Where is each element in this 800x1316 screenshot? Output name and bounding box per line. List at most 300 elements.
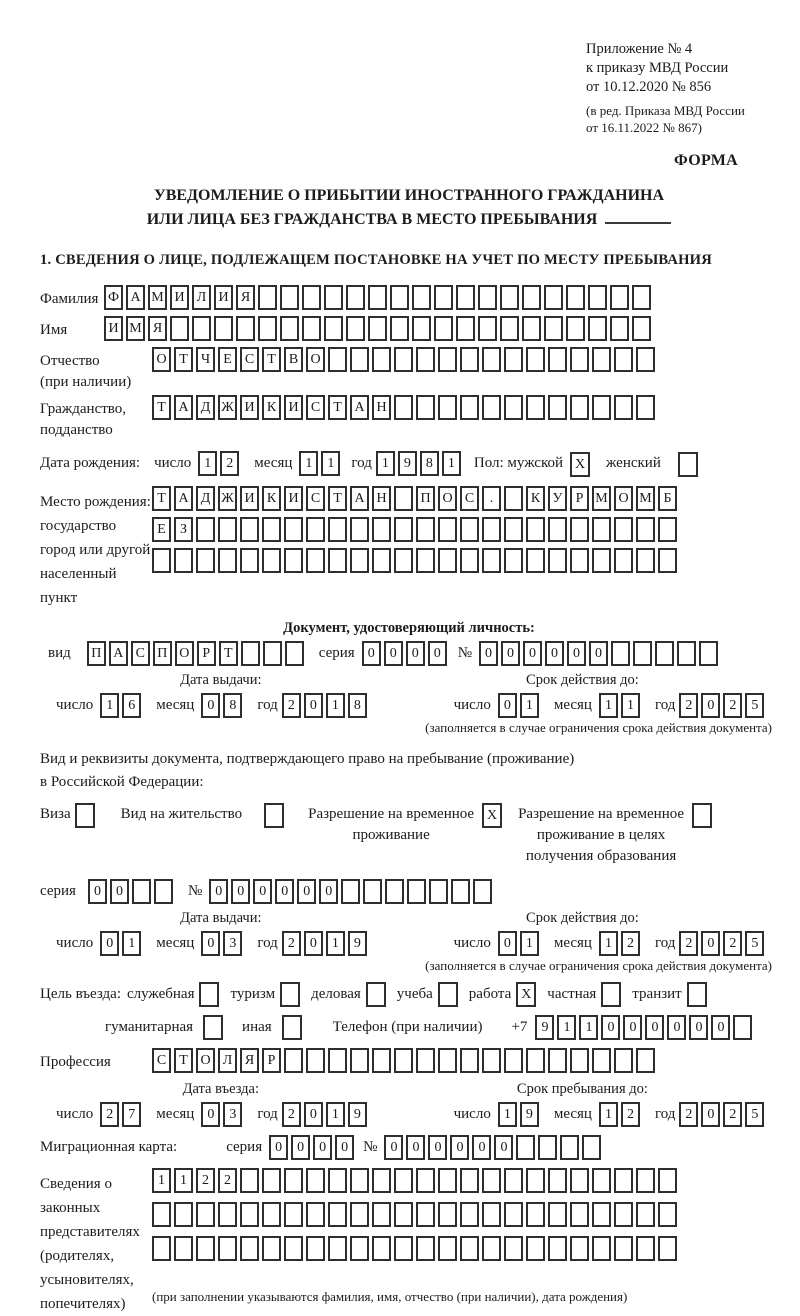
char-box[interactable]: О (175, 641, 194, 666)
char-box[interactable] (438, 347, 457, 372)
char-box[interactable] (592, 1168, 611, 1193)
char-box[interactable] (341, 879, 360, 904)
char-box[interactable] (500, 285, 519, 310)
char-box[interactable] (170, 316, 189, 341)
char-box[interactable] (372, 347, 391, 372)
char-box[interactable] (372, 1168, 391, 1193)
char-box[interactable] (677, 641, 696, 666)
char-box[interactable] (544, 285, 563, 310)
char-box[interactable] (284, 1048, 303, 1073)
char-box[interactable]: 2 (218, 1168, 237, 1193)
char-box[interactable]: М (148, 285, 167, 310)
char-box[interactable] (570, 395, 589, 420)
char-box[interactable]: 0 (589, 641, 608, 666)
char-box[interactable] (478, 285, 497, 310)
char-box[interactable] (324, 285, 343, 310)
char-box[interactable] (482, 548, 501, 573)
char-box[interactable]: А (109, 641, 128, 666)
char-box[interactable] (438, 395, 457, 420)
char-box[interactable] (482, 517, 501, 542)
char-box[interactable]: Е (152, 517, 171, 542)
char-box[interactable] (592, 347, 611, 372)
char-box[interactable]: 1 (122, 931, 141, 956)
char-box[interactable] (733, 1015, 752, 1040)
char-box[interactable]: 0 (501, 641, 520, 666)
char-box[interactable] (548, 1048, 567, 1073)
char-box[interactable] (368, 285, 387, 310)
char-box[interactable]: 0 (297, 879, 316, 904)
char-box[interactable]: 0 (362, 641, 381, 666)
purpose-private-checkbox[interactable] (601, 982, 621, 1007)
char-box[interactable] (504, 395, 523, 420)
char-box[interactable]: 1 (198, 451, 217, 476)
char-box[interactable] (548, 1168, 567, 1193)
char-box[interactable] (284, 517, 303, 542)
char-box[interactable]: О (438, 486, 457, 511)
char-box[interactable]: 0 (275, 879, 294, 904)
char-box[interactable]: 0 (110, 879, 129, 904)
char-box[interactable] (302, 316, 321, 341)
char-box[interactable] (548, 1202, 567, 1227)
char-box[interactable]: О (614, 486, 633, 511)
char-box[interactable]: Н (372, 395, 391, 420)
char-box[interactable] (614, 1236, 633, 1261)
char-box[interactable] (346, 285, 365, 310)
char-box[interactable]: 0 (304, 1102, 323, 1127)
char-box[interactable] (416, 395, 435, 420)
char-box[interactable] (368, 316, 387, 341)
char-box[interactable] (610, 316, 629, 341)
char-box[interactable] (456, 316, 475, 341)
char-box[interactable] (570, 517, 589, 542)
char-box[interactable] (460, 1202, 479, 1227)
char-box[interactable] (328, 1202, 347, 1227)
temp-residence-checkbox[interactable]: X (482, 803, 502, 828)
char-box[interactable]: О (196, 1048, 215, 1073)
char-box[interactable] (548, 1236, 567, 1261)
char-box[interactable] (438, 1168, 457, 1193)
char-box[interactable] (328, 548, 347, 573)
char-box[interactable] (284, 1168, 303, 1193)
char-box[interactable]: 2 (621, 1102, 640, 1127)
char-box[interactable] (548, 548, 567, 573)
char-box[interactable]: П (153, 641, 172, 666)
char-box[interactable] (636, 1048, 655, 1073)
char-box[interactable] (538, 1135, 557, 1160)
char-box[interactable]: Т (328, 395, 347, 420)
char-box[interactable] (478, 316, 497, 341)
char-box[interactable] (174, 1202, 193, 1227)
char-box[interactable] (482, 1048, 501, 1073)
char-box[interactable] (570, 1048, 589, 1073)
char-box[interactable] (438, 548, 457, 573)
char-box[interactable]: С (306, 395, 325, 420)
char-box[interactable] (416, 548, 435, 573)
char-box[interactable] (218, 1202, 237, 1227)
char-box[interactable]: 2 (723, 693, 742, 718)
char-box[interactable] (372, 548, 391, 573)
char-box[interactable] (548, 347, 567, 372)
char-box[interactable]: М (636, 486, 655, 511)
char-box[interactable]: Р (262, 1048, 281, 1073)
char-box[interactable] (526, 395, 545, 420)
char-box[interactable]: 0 (209, 879, 228, 904)
char-box[interactable] (285, 641, 304, 666)
char-box[interactable]: 1 (557, 1015, 576, 1040)
char-box[interactable]: 2 (282, 1102, 301, 1127)
char-box[interactable] (154, 879, 173, 904)
char-box[interactable] (394, 486, 413, 511)
char-box[interactable] (416, 517, 435, 542)
char-box[interactable]: 1 (599, 931, 618, 956)
char-box[interactable]: Т (328, 486, 347, 511)
char-box[interactable]: 0 (428, 641, 447, 666)
char-box[interactable]: Ф (104, 285, 123, 310)
char-box[interactable]: 1 (442, 451, 461, 476)
char-box[interactable] (429, 879, 448, 904)
char-box[interactable]: Б (658, 486, 677, 511)
char-box[interactable]: П (87, 641, 106, 666)
char-box[interactable] (416, 1168, 435, 1193)
char-box[interactable]: Т (262, 347, 281, 372)
char-box[interactable] (434, 316, 453, 341)
char-box[interactable] (262, 1236, 281, 1261)
char-box[interactable] (284, 1236, 303, 1261)
char-box[interactable]: 0 (472, 1135, 491, 1160)
char-box[interactable] (592, 517, 611, 542)
char-box[interactable]: 0 (253, 879, 272, 904)
char-box[interactable]: 0 (304, 693, 323, 718)
char-box[interactable] (592, 548, 611, 573)
char-box[interactable] (460, 1236, 479, 1261)
char-box[interactable] (394, 1048, 413, 1073)
char-box[interactable]: 0 (567, 641, 586, 666)
char-box[interactable] (522, 285, 541, 310)
char-box[interactable]: Т (219, 641, 238, 666)
char-box[interactable] (302, 285, 321, 310)
char-box[interactable] (482, 1202, 501, 1227)
char-box[interactable]: 0 (645, 1015, 664, 1040)
char-box[interactable]: . (482, 486, 501, 511)
temp-residence-edu-checkbox[interactable] (692, 803, 712, 828)
char-box[interactable]: 1 (326, 1102, 345, 1127)
char-box[interactable] (240, 1202, 259, 1227)
char-box[interactable] (482, 1236, 501, 1261)
char-box[interactable] (526, 517, 545, 542)
char-box[interactable] (504, 517, 523, 542)
char-box[interactable] (482, 347, 501, 372)
char-box[interactable] (636, 548, 655, 573)
char-box[interactable] (456, 285, 475, 310)
char-box[interactable] (240, 1236, 259, 1261)
char-box[interactable]: 2 (723, 931, 742, 956)
char-box[interactable]: 0 (623, 1015, 642, 1040)
char-box[interactable] (328, 347, 347, 372)
char-box[interactable]: 0 (291, 1135, 310, 1160)
char-box[interactable]: С (131, 641, 150, 666)
char-box[interactable]: И (104, 316, 123, 341)
char-box[interactable] (434, 285, 453, 310)
char-box[interactable] (372, 1236, 391, 1261)
char-box[interactable] (306, 517, 325, 542)
char-box[interactable]: 0 (545, 641, 564, 666)
char-box[interactable]: 1 (326, 931, 345, 956)
char-box[interactable]: 0 (406, 641, 425, 666)
char-box[interactable]: И (214, 285, 233, 310)
char-box[interactable]: М (126, 316, 145, 341)
char-box[interactable]: И (284, 395, 303, 420)
char-box[interactable] (218, 517, 237, 542)
char-box[interactable] (350, 517, 369, 542)
char-box[interactable] (262, 1202, 281, 1227)
char-box[interactable]: 1 (152, 1168, 171, 1193)
char-box[interactable] (196, 548, 215, 573)
char-box[interactable] (611, 641, 630, 666)
char-box[interactable]: 0 (701, 931, 720, 956)
char-box[interactable] (658, 1202, 677, 1227)
char-box[interactable]: Е (218, 347, 237, 372)
char-box[interactable]: 0 (88, 879, 107, 904)
char-box[interactable] (592, 1202, 611, 1227)
char-box[interactable]: Л (218, 1048, 237, 1073)
char-box[interactable]: А (350, 395, 369, 420)
char-box[interactable] (438, 1202, 457, 1227)
char-box[interactable]: Я (236, 285, 255, 310)
char-box[interactable] (636, 347, 655, 372)
char-box[interactable]: 5 (745, 693, 764, 718)
char-box[interactable] (438, 1236, 457, 1261)
char-box[interactable]: 6 (122, 693, 141, 718)
char-box[interactable]: Т (152, 395, 171, 420)
char-box[interactable] (240, 1168, 259, 1193)
char-box[interactable]: И (284, 486, 303, 511)
char-box[interactable] (174, 1236, 193, 1261)
char-box[interactable]: 0 (667, 1015, 686, 1040)
char-box[interactable]: 1 (599, 1102, 618, 1127)
char-box[interactable] (438, 1048, 457, 1073)
char-box[interactable] (214, 316, 233, 341)
char-box[interactable] (350, 1048, 369, 1073)
char-box[interactable] (570, 347, 589, 372)
char-box[interactable]: В (284, 347, 303, 372)
char-box[interactable] (566, 285, 585, 310)
char-box[interactable]: 0 (701, 1102, 720, 1127)
char-box[interactable]: К (262, 486, 281, 511)
char-box[interactable]: 2 (220, 451, 239, 476)
char-box[interactable] (504, 1048, 523, 1073)
char-box[interactable] (372, 517, 391, 542)
char-box[interactable]: 0 (201, 693, 220, 718)
char-box[interactable] (438, 517, 457, 542)
char-box[interactable] (416, 1202, 435, 1227)
char-box[interactable] (633, 641, 652, 666)
char-box[interactable]: 9 (520, 1102, 539, 1127)
char-box[interactable]: А (174, 395, 193, 420)
char-box[interactable]: 8 (420, 451, 439, 476)
char-box[interactable] (522, 316, 541, 341)
char-box[interactable] (504, 1236, 523, 1261)
female-checkbox[interactable] (678, 452, 698, 477)
char-box[interactable] (394, 1236, 413, 1261)
char-box[interactable]: А (126, 285, 145, 310)
char-box[interactable] (614, 517, 633, 542)
char-box[interactable] (582, 1135, 601, 1160)
char-box[interactable] (632, 316, 651, 341)
char-box[interactable] (658, 548, 677, 573)
char-box[interactable] (592, 395, 611, 420)
char-box[interactable] (560, 1135, 579, 1160)
char-box[interactable] (328, 517, 347, 542)
char-box[interactable] (328, 1236, 347, 1261)
char-box[interactable]: Р (570, 486, 589, 511)
char-box[interactable] (658, 517, 677, 542)
char-box[interactable] (412, 316, 431, 341)
char-box[interactable] (699, 641, 718, 666)
char-box[interactable]: Т (174, 347, 193, 372)
char-box[interactable] (390, 316, 409, 341)
visa-checkbox[interactable] (75, 803, 95, 828)
char-box[interactable] (394, 395, 413, 420)
char-box[interactable]: И (240, 486, 259, 511)
char-box[interactable]: 0 (335, 1135, 354, 1160)
char-box[interactable] (504, 486, 523, 511)
char-box[interactable]: 0 (384, 1135, 403, 1160)
char-box[interactable] (451, 879, 470, 904)
char-box[interactable] (240, 517, 259, 542)
char-box[interactable] (460, 395, 479, 420)
char-box[interactable]: 1 (321, 451, 340, 476)
char-box[interactable] (526, 1168, 545, 1193)
char-box[interactable] (394, 1202, 413, 1227)
char-box[interactable]: 2 (679, 931, 698, 956)
char-box[interactable] (152, 1236, 171, 1261)
char-box[interactable] (460, 1168, 479, 1193)
char-box[interactable]: К (526, 486, 545, 511)
char-box[interactable]: 0 (479, 641, 498, 666)
char-box[interactable] (152, 1202, 171, 1227)
char-box[interactable] (526, 1236, 545, 1261)
char-box[interactable] (407, 879, 426, 904)
char-box[interactable] (416, 347, 435, 372)
purpose-study-checkbox[interactable] (438, 982, 458, 1007)
char-box[interactable] (460, 1048, 479, 1073)
char-box[interactable]: 1 (326, 693, 345, 718)
char-box[interactable] (196, 1236, 215, 1261)
char-box[interactable] (416, 1048, 435, 1073)
char-box[interactable]: Р (197, 641, 216, 666)
char-box[interactable] (460, 517, 479, 542)
char-box[interactable]: И (170, 285, 189, 310)
char-box[interactable]: Т (174, 1048, 193, 1073)
char-box[interactable] (526, 1048, 545, 1073)
char-box[interactable] (350, 1236, 369, 1261)
char-box[interactable]: 2 (679, 1102, 698, 1127)
char-box[interactable] (614, 1168, 633, 1193)
char-box[interactable] (350, 548, 369, 573)
char-box[interactable]: 0 (523, 641, 542, 666)
char-box[interactable]: 0 (689, 1015, 708, 1040)
char-box[interactable]: 0 (313, 1135, 332, 1160)
char-box[interactable]: 0 (498, 693, 517, 718)
char-box[interactable] (262, 548, 281, 573)
char-box[interactable] (328, 1168, 347, 1193)
char-box[interactable]: 3 (223, 1102, 242, 1127)
char-box[interactable] (346, 316, 365, 341)
char-box[interactable]: 0 (601, 1015, 620, 1040)
char-box[interactable] (306, 1048, 325, 1073)
char-box[interactable]: 2 (282, 693, 301, 718)
char-box[interactable]: 9 (398, 451, 417, 476)
char-box[interactable]: 7 (122, 1102, 141, 1127)
char-box[interactable]: 1 (376, 451, 395, 476)
char-box[interactable] (306, 1168, 325, 1193)
char-box[interactable]: Л (192, 285, 211, 310)
char-box[interactable]: П (416, 486, 435, 511)
char-box[interactable] (636, 395, 655, 420)
char-box[interactable] (614, 1202, 633, 1227)
char-box[interactable] (658, 1236, 677, 1261)
char-box[interactable]: 0 (201, 1102, 220, 1127)
char-box[interactable] (570, 1236, 589, 1261)
purpose-other-checkbox[interactable] (282, 1015, 302, 1040)
char-box[interactable] (258, 285, 277, 310)
purpose-transit-checkbox[interactable] (687, 982, 707, 1007)
char-box[interactable] (473, 879, 492, 904)
char-box[interactable] (412, 285, 431, 310)
char-box[interactable] (570, 1202, 589, 1227)
char-box[interactable]: М (592, 486, 611, 511)
char-box[interactable]: 0 (701, 693, 720, 718)
char-box[interactable] (504, 1202, 523, 1227)
char-box[interactable] (526, 548, 545, 573)
char-box[interactable] (526, 1202, 545, 1227)
char-box[interactable]: 0 (711, 1015, 730, 1040)
char-box[interactable]: Ч (196, 347, 215, 372)
char-box[interactable] (280, 285, 299, 310)
char-box[interactable]: 2 (282, 931, 301, 956)
char-box[interactable] (658, 1168, 677, 1193)
char-box[interactable] (636, 1202, 655, 1227)
char-box[interactable] (152, 548, 171, 573)
char-box[interactable]: Ж (218, 395, 237, 420)
char-box[interactable] (132, 879, 151, 904)
char-box[interactable] (460, 347, 479, 372)
char-box[interactable] (416, 1236, 435, 1261)
char-box[interactable]: 2 (723, 1102, 742, 1127)
char-box[interactable]: 0 (231, 879, 250, 904)
char-box[interactable] (236, 316, 255, 341)
char-box[interactable] (482, 395, 501, 420)
char-box[interactable] (460, 548, 479, 573)
char-box[interactable]: Т (152, 486, 171, 511)
char-box[interactable] (306, 548, 325, 573)
char-box[interactable] (192, 316, 211, 341)
char-box[interactable]: Ж (218, 486, 237, 511)
char-box[interactable]: 0 (428, 1135, 447, 1160)
char-box[interactable]: А (350, 486, 369, 511)
male-checkbox[interactable]: X (570, 452, 590, 477)
char-box[interactable] (482, 1168, 501, 1193)
char-box[interactable]: 0 (384, 641, 403, 666)
char-box[interactable] (570, 548, 589, 573)
char-box[interactable] (174, 548, 193, 573)
char-box[interactable] (241, 641, 260, 666)
char-box[interactable] (372, 1048, 391, 1073)
char-box[interactable] (350, 1168, 369, 1193)
char-box[interactable] (218, 1236, 237, 1261)
char-box[interactable] (218, 548, 237, 573)
char-box[interactable]: 5 (745, 1102, 764, 1127)
